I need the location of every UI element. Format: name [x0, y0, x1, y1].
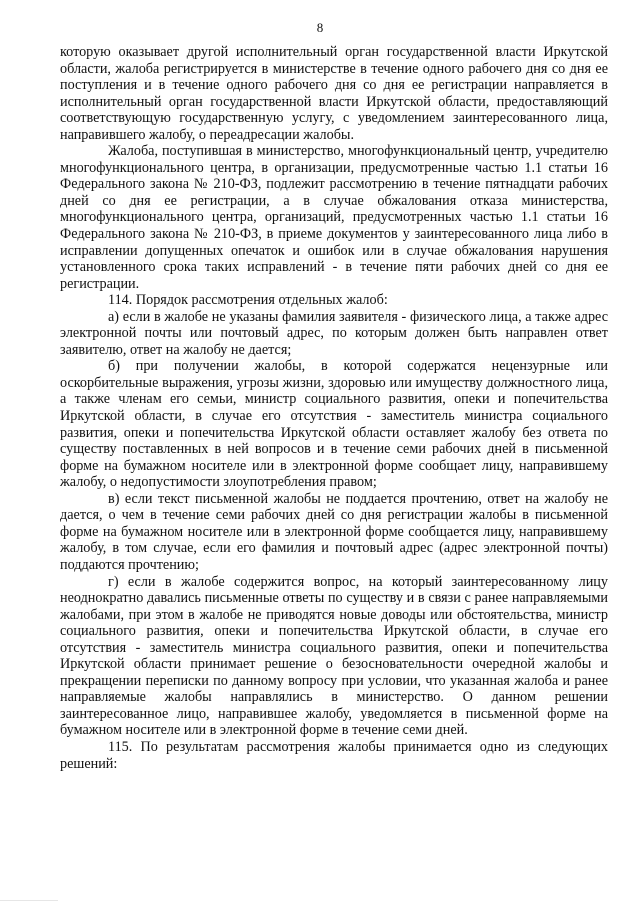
paragraph-114-a: а) если в жалобе не указаны фамилия заявителя - физического лица, а также адрес электронной почты или почтовый адрес, по которым должен быть направлен ответ заявителю, ответ на жалобу не дается;	[60, 308, 608, 358]
scan-edge-line	[0, 900, 58, 901]
paragraph-114-v: в) если текст письменной жалобы не поддается прочтению, ответ на жалобу не дается, о чем в течение семи рабочих дней со дня регистрации жалобы в письменной форме на бумажном носителе или в электронной форме сообщается лицу, направившему жалобу, в том случае, если его фамилия и почтовый адрес (адрес электронной почты) поддаются прочтению;	[60, 490, 608, 573]
paragraph-115: 115. По результатам рассмотрения жалобы принимается одно из следующих решений:	[60, 738, 608, 772]
page-number: 8	[316, 20, 324, 35]
paragraph-114-b: б) при получении жалобы, в которой содержатся нецензурные или оскорбительные выражения, угрозы жизни, здоровью или имуществу должностного лица, а также членам его семьи, министр социального развития, опеки и попечительства Иркутской области, в случае его отсутствия - заместитель министра социального развития, опеки и попечительства Иркутской области оставляет жалобу без ответа по существу поставленных в ней вопросов и в течение семи рабочих дней в письменной форме на бумажном носителе или в электронной форме сообщает лицу, направившему жалобу, о недопустимости злоупотребления правом;	[60, 358, 608, 491]
document-body	[60, 44, 608, 772]
paragraph-114-heading: 114. Порядок рассмотрения отдельных жалоб:	[108, 292, 388, 309]
paragraph-continuation: которую оказывает другой исполнительный орган государственной власти Иркутской области, жалоба регистрируется в министерстве в течение одного рабочего дня со дня ее поступления и в течение одного рабочего дня со дня ее регистрации направляется в исполнительный орган государственной власти Иркутской области, предоставляющий соответствующую государственную услугу, с уведомлением заинтересованного лица, направившего жалобу, о переадресации жалобы.	[60, 44, 608, 143]
paragraph-114-g: г) если в жалобе содержится вопрос, на который заинтересованному лицу неоднократно давались письменные ответы по существу и в связи с ранее направляемыми жалобами, при этом в жалобе не приводятся новые доводы или обстоятельства, министр социального развития, опеки и попечительства Иркутской области, в случае его отсутствия - заместитель министра социального развития, опеки и попечительства Иркутской области принимает решение о безосновательности очередной жалобы и прекращении переписки по данному вопросу при условии, что указанная жалоба и ранее направляемые жалобы направлялись в министерство. О данном решении заинтересованное лицо, направившее жалобу, уведомляется в письменной форме на бумажном носителе или в электронной форме в течение семи дней.	[60, 573, 608, 739]
paragraph-complaint-timeline: Жалоба, поступившая в министерство, многофункциональный центр, учредителю многофункционального центра, в организации, предусмотренные частью 1.1 статьи 16 Федерального закона № 210-ФЗ, подлежит рассмотрению в течение пятнадцати рабочих дней со дня ее регистрации, а в случае обжалования отказа министерства, многофункционального центра, организаций, предусмотренных частью 1.1 статьи 16 Федерального закона № 210-ФЗ, в приеме документов у заинтересованного лица либо в исправлении допущенных опечаток и ошибок или в случае обжалования нарушения установленного срока таких исправлений - в течение пяти рабочих дней со дня ее регистрации.	[60, 143, 608, 292]
